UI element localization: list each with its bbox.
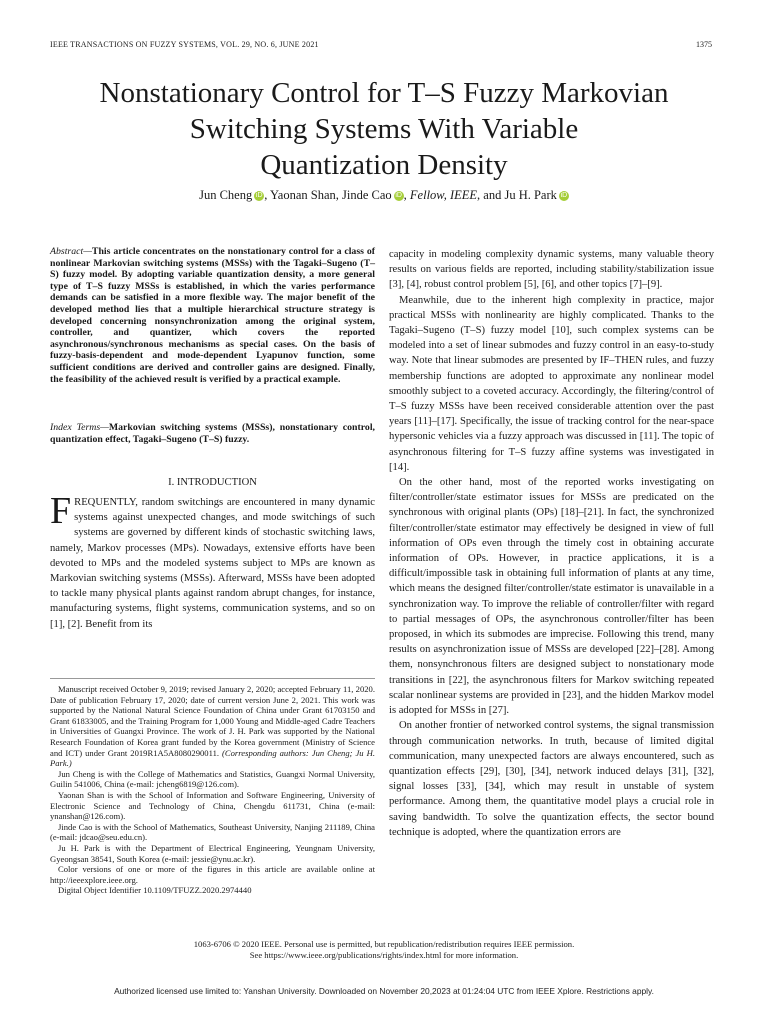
author-name: Jun Cheng	[199, 188, 253, 202]
footnote-divider	[50, 678, 375, 679]
title-line: Switching Systems With Variable	[189, 113, 579, 145]
body-paragraph: Meanwhile, due to the inherent high complexity in practice, major practical MSSs with nonlinearity are highly complicated. Thanks to the Tagaki–Sugeno (T–S) fuzzy model [10], such complex systems can be modeled into a set of linear submodes and fuzzy control in an easy-to-study way. Note that linear submodes are presented by IF–THEN rules, and fuzzy membership functions are adopted to approximate any nonlinear model smoothly subject to a coveted accuracy. Accordingly, the filtering/control of T–S fuzzy MSSs have been received considerable attention over the past years [11]–[17]. Specifically, the issue of tracking control for the near-space hypersonic vehicles via a fuzzy approach was discussed in [11]. The topic of asynchronous filtering for T–S fuzzy affine systems was investigated in [14].	[389, 294, 714, 473]
intro-paragraph: REQUENTLY, random switchings are encountered in many dynamic systems against unexpected changes, and mode switchings of such systems are governed by different kinds of stochastic switching laws, namely, Markov processes (MPs). Nowadays, extensive efforts have been devoted to MPs and the modeled systems subject to MPs are known as Markovian switching systems (MSSs). Afterward, MSSs have been adopted to tackle many physical plants against random abrupt changes, for instance, manufacturing systems, flight systems, communication systems, and so on [1], [2]. Benefit from its	[50, 497, 375, 630]
footnote-affiliation: Ju H. Park is with the Department of Electrical Engineering, Yeungnam University, Gyeongsan 38541, South Korea (e-mail: jessie@ynu.ac.kr).	[50, 842, 375, 864]
abstract-text: This article concentrates on the nonstationary control for a class of nonlinear Markovian switching systems (MSSs) with the Tagaki–Sugeno (T–S) fuzzy model. By adopting variable quantization density, a more general type of T–S fuzzy MSSs is established, in which the varies performance demands can be satisfied in a more flexible way. The major benefit of the developed method lies that a multiple hierarchical structure strategy is developed concerning nonsynchronization among the original system, controller, and quantizer, which covers the reported asynchronous/synchronous mechanisms as special cases. On the basis of fuzzy-basis-dependent and mode-dependent Lyapunov function, some sufficient conditions are derived and controller gains are designed. Finally, the feasibility of the achieved result is verified by a practical example.	[50, 246, 375, 385]
footnote-affiliation: Yaonan Shan is with the School of Information and Software Engineering, University of Electronic Science and Technology of China, Chengdu 611731, China (e-mail: ynanshan@126.com).	[50, 789, 375, 822]
abstract-label: Abstract—	[50, 246, 92, 257]
footnote-manuscript: Manuscript received October 9, 2019; revised January 2, 2020; accepted February 11, 2020. Date of publication February 17, 2020; date of current version June 2, 2021. This work was supported by the National Natural Science Foundation of China under Grant 61703150 and Grant 61833005, and the Training Program for 1,000 Young and Middle-aged Cadre Teachers in Universities of Guangxi Province. The work of J. H. Park was supported by the National Research Foundation of Korea grant funded by the Korea government (Ministry of Science and ICT) under Grant 2019R1A5A8080290011.	[50, 684, 375, 758]
copyright-line: 1063-6706 © 2020 IEEE. Personal use is permitted, but republication/redistribution requires IEEE permission.	[193, 939, 575, 949]
footnote-doi: Digital Object Identifier 10.1109/TFUZZ.2020.2974440	[58, 885, 252, 896]
journal-header: IEEE TRANSACTIONS ON FUZZY SYSTEMS, VOL. 29, NO. 6, JUNE 2021	[50, 40, 319, 49]
title-line: Quantization Density	[260, 149, 508, 181]
copyright-line: See https://www.ieee.org/publications/rights/index.html for more information.	[249, 950, 519, 960]
title-line: Nonstationary Control for T–S Fuzzy Markovian	[99, 77, 669, 109]
body-paragraph: On the other hand, most of the reported works investigating on filter/controller/state estimator issues for MSSs are predicated on the synchronous with original plants (OPs) [18]–[21]. In fact, the synchronized filter/controller/state estimator may effectively be designed in view of full information of OPs even through the timely cost in obtaining accurate information of OPs. However, in practice applications, it is a difficult/impossible task in obtaining full information of plants at any time, which means the designed filter/controller/state estimator is unavailable in a synchronization way. To improve the reliable of controller/filter with regard to partial messages of OPs, the asynchronous controller/filter has been proposed, in which its submodes are imprecise. Following this trend, many results on asynchronization issue of MSSs are developed [22]–[28]. Among them, nonsynchronous filters are designed subject to nonstationary mode transitions in [22], the asynchronous filters for Markov switching repeated scalar nonlinear systems are provided in [23], and the hidden Markov model is adopted for MSSs in [27].	[389, 477, 714, 717]
footnotes	[50, 684, 375, 896]
orcid-icon[interactable]: iD	[395, 192, 402, 199]
footnote-affiliation: Jun Cheng is with the College of Mathematics and Statistics, Guangxi Normal University, Guilin 541006, China (e-mail: jcheng6819@126.com).	[50, 768, 375, 790]
index-terms	[50, 422, 375, 445]
footnote-color: Color versions of one or more of the figures in this article are available online at http://ieeexplore.ieee.org.	[50, 864, 375, 885]
footnote-affiliation: Jinde Cao is with the School of Mathematics, Southeast University, Nanjing 211189, China (e-mail: jdcao@seu.edu.cn).	[50, 821, 375, 843]
author-name: Jinde Cao	[342, 188, 392, 202]
paper-title	[40, 75, 728, 183]
section-heading: I. INTRODUCTION	[168, 477, 257, 488]
intro-text	[50, 490, 375, 632]
drop-cap: F	[50, 490, 72, 532]
orcid-icon[interactable]: iD	[560, 192, 568, 199]
index-terms-text: Markovian switching systems (MSSs), nonstationary control, quantization effect, Tagaki–Sugeno (T–S) fuzzy.	[50, 422, 376, 445]
index-terms-label: Index Terms—	[50, 422, 109, 433]
authorized-use-notice: Authorized licensed use limited to: Yanshan University. Downloaded on November 20,2023 at 01:24:04 UTC from IEEE Xplore. Restrictions apply.	[114, 986, 654, 996]
orcid-icon[interactable]: iD	[255, 192, 263, 199]
copyright-notice	[50, 939, 718, 961]
right-column	[389, 247, 714, 840]
author-name: Ju H. Park	[504, 188, 557, 202]
author-list: Jun Cheng iD , Yaonan Shan, Jinde Cao iD , Fellow, IEEE, and Ju H. Park iD	[199, 188, 568, 202]
abstract	[50, 246, 375, 385]
author-fellow: Fellow, IEEE	[409, 188, 478, 202]
page-number: 1375	[696, 40, 712, 49]
author-name: Yaonan Shan	[270, 188, 336, 202]
footnote-corresponding: (Corresponding authors: Jun Cheng; Ju H. Park.)	[50, 747, 375, 769]
body-paragraph: capacity in modeling complexity dynamic systems, many valuable theory results on various fields are reported, including stability/stabilization issue [3], [4], robust control problem [5], [6], and other topics [7]–[9].	[389, 249, 714, 291]
body-paragraph: On another frontier of networked control systems, the signal transmission through communication networks. In truth, because of limited digital communication, many unexpected factors are always encountered, such as quantization effects [29], [30], [34], network induced delays [31], [32], signal losses [33], [34], which may result in unstable of system performance. Among them, the quantitative model plays a crucial role in saving bandwidth. To solve the quantization effects, the sector bound technique is adopted, where the quantization errors are	[389, 720, 714, 838]
author-and: and	[483, 188, 502, 202]
